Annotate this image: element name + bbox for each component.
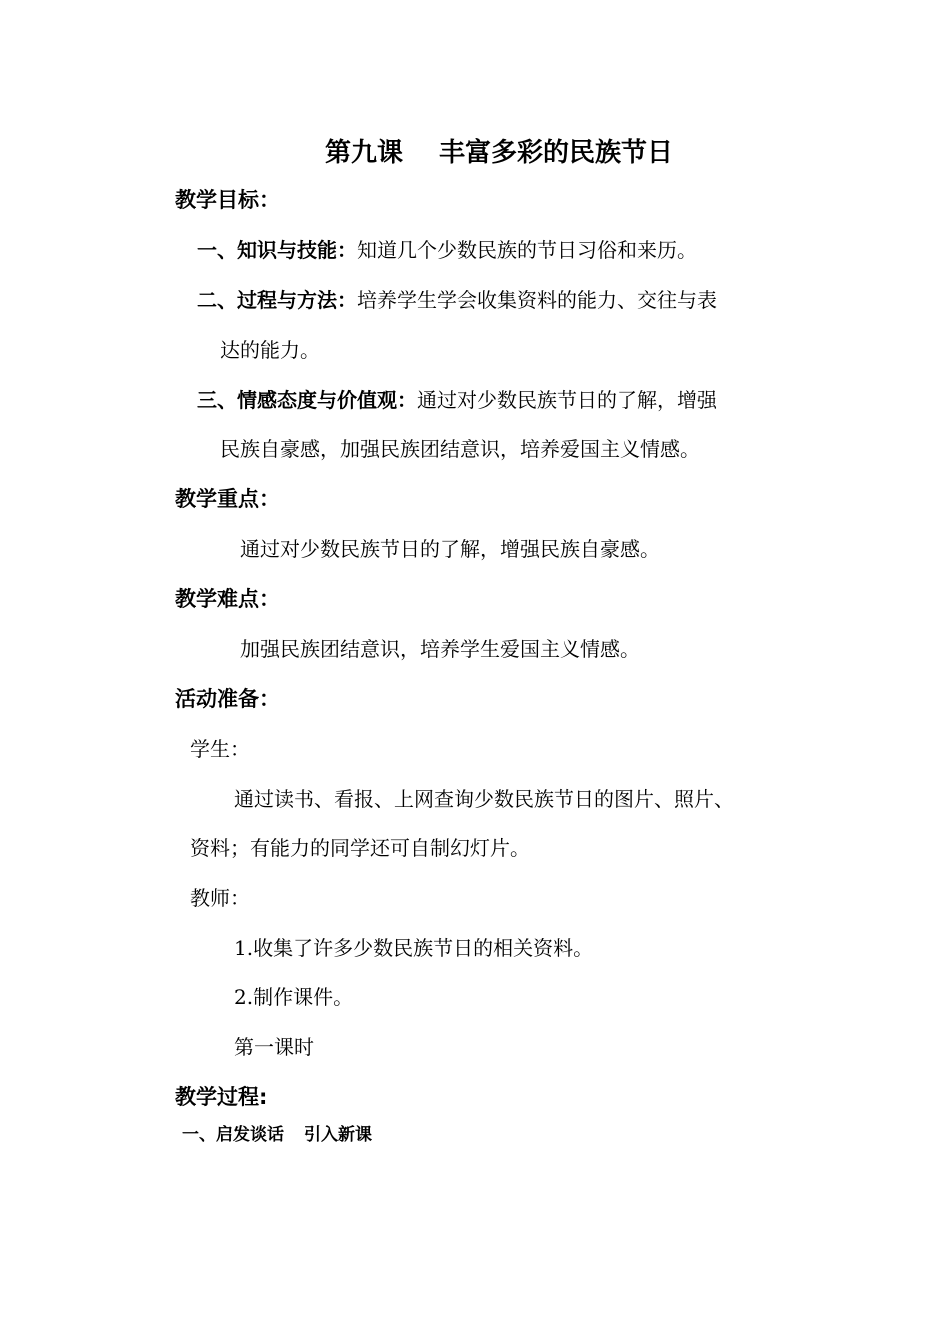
difficulty-text: 加强民族团结意识，培养学生爱国主义情感。 xyxy=(240,637,640,661)
objective-1 xyxy=(197,240,697,260)
process-step-1-subtitle: 引入新课 xyxy=(304,1125,372,1145)
objective-2-label: 二、过程与方法： xyxy=(197,288,357,312)
objective-3-text: 通过对少数民族节日的了解，增强 xyxy=(417,388,717,412)
objective-1-label: 一、知识与技能： xyxy=(197,238,357,262)
objective-1-text: 知道几个少数民族的节日习俗和来历。 xyxy=(357,238,697,262)
student-text-line-1: 通过读书、看报、上网查询少数民族节日的图片、照片、 xyxy=(234,787,734,811)
teacher-item-1: 1.收集了许多少数民族节日的相关资料。 xyxy=(234,936,594,960)
objective-3-continued: 民族自豪感，加强民族团结意识，培养爱国主义情感。 xyxy=(220,437,700,461)
key-point-heading: 教学重点： xyxy=(175,487,280,511)
objective-3-label: 三、情感态度与价值观： xyxy=(197,388,417,412)
lesson-number: 第九课 xyxy=(325,138,404,168)
lesson-name: 丰富多彩的民族节日 xyxy=(439,138,674,168)
process-step-1 xyxy=(182,1127,372,1144)
teacher-label: 教师： xyxy=(190,886,250,910)
key-point-text: 通过对少数民族节日的了解，增强民族自豪感。 xyxy=(240,537,660,561)
objectives-heading: 教学目标： xyxy=(175,188,280,212)
page-title xyxy=(325,140,673,166)
process-heading: 教学过程: xyxy=(175,1085,268,1109)
preparation-heading: 活动准备： xyxy=(175,687,280,711)
objective-3 xyxy=(197,390,717,410)
lesson-period: 第一课时 xyxy=(234,1035,314,1059)
difficulty-heading: 教学难点： xyxy=(175,587,280,611)
objective-2 xyxy=(197,290,717,310)
teacher-item-2: 2.制作课件。 xyxy=(234,985,354,1009)
student-label: 学生： xyxy=(190,737,250,761)
objective-2-continued: 达的能力。 xyxy=(220,338,320,362)
process-step-1-title: 一、启发谈话 xyxy=(182,1125,284,1145)
objective-2-text: 培养学生学会收集资料的能力、交往与表 xyxy=(357,288,717,312)
student-text-line-2: 资料；有能力的同学还可自制幻灯片。 xyxy=(190,836,530,860)
